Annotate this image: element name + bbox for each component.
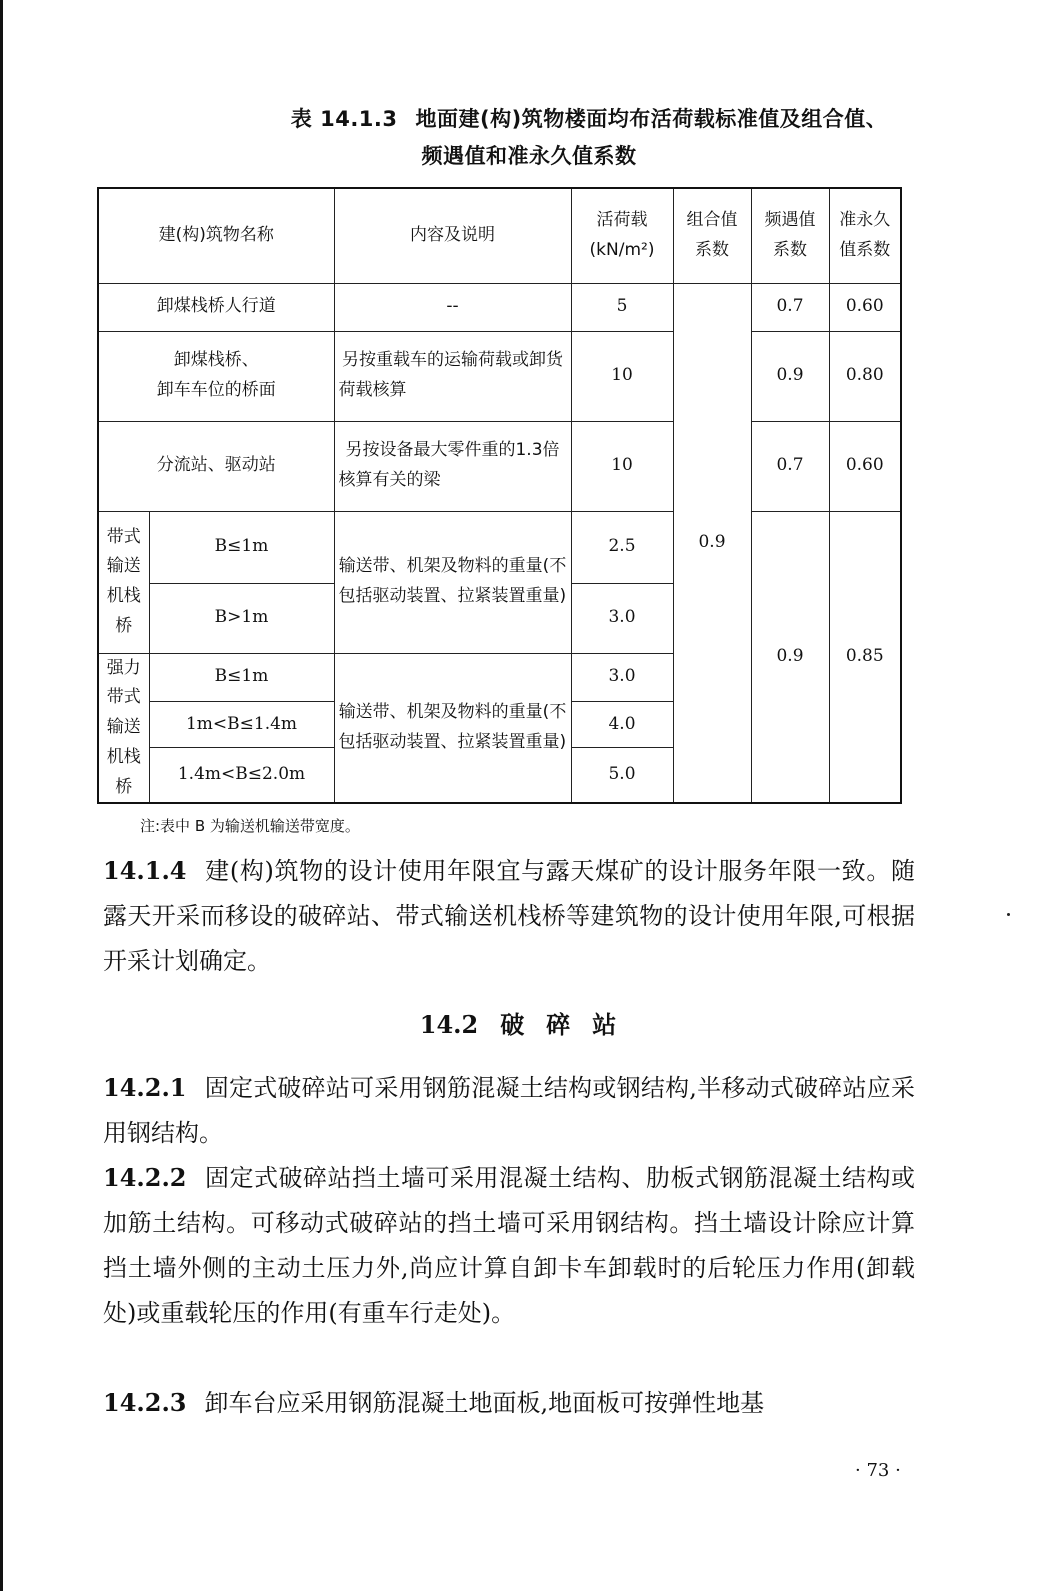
conveyor-frequent-merged: 0.9 [751,511,829,803]
table-row: 强力带式输送机栈桥 B≤1m 输送带、机架及物料的重量(不包括驱动装置、拉紧装置重量) 3.0 [98,653,901,702]
table-title: 地面建(构)筑物楼面均布活荷载标准值及组合值、 [415,107,888,131]
header-quasi: 准永久 值系数 [829,188,901,283]
table-row: 卸煤栈桥人行道 -- 5 0.9 0.7 0.60 [98,283,901,331]
table-row: 带式输送机栈桥 B≤1m 输送带、机架及物料的重量(不包括驱动装置、拉紧装置重量) 2.5 0.9 0.85 [98,511,901,583]
section-heading: 14.2 破碎站 [419,1010,639,1039]
scan-edge [0,0,3,1591]
table-row: 分流站、驱动站 另按设备最大零件重的1.3倍核算有关的梁 10 0.7 0.60 [98,421,901,511]
table-row: B>1m 3.0 [98,583,901,653]
clause-14-2-1: 14.2.1 固定式破碎站可采用钢筋混凝土结构或钢结构,半移动式破碎站应采用钢结构。 [103,1073,915,1147]
clause-14-2-3: 14.2.3 卸车台应采用钢筋混凝土地面板,地面板可按弹性地基 [103,1388,765,1417]
table-number: 表 14.1.3 [290,107,398,131]
header-frequent: 频遇值 系数 [751,188,829,283]
conveyor-quasi-merged: 0.85 [829,511,901,803]
header-combo: 组合值 系数 [673,188,751,283]
combo-value-merged: 0.9 [673,283,751,803]
table-row: 1.4m<B≤2.0m 5.0 [98,747,901,803]
page-number: · 73 · [855,1460,901,1481]
table-header-row [98,188,901,283]
table-row: 卸煤栈桥、 卸车车位的桥面 另按重载车的运输荷载或卸货荷载核算 10 0.9 0.80 [98,331,901,421]
table-row: 1m<B≤1.4m 4.0 [98,702,901,748]
belt-group-name: 带式输送机栈桥 [98,511,149,653]
clause-14-1-4: 14.1.4 建(构)筑物的设计使用年限宜与露天煤矿的设计服务年限一致。随露天开采而移设的破碎站、带式输送机栈桥等建筑物的设计使用年限,可根据开采计划确定。 [103,856,915,975]
scan-speck [1007,913,1010,916]
table-caption-line1 [60,103,1058,133]
table-caption-line2: 频遇值和准永久值系数 [421,144,637,168]
strong-belt-group-name: 强力带式输送机栈桥 [98,653,149,803]
header-name: 建(构)筑物名称 [98,188,334,283]
clause-14-2-2: 14.2.2 固定式破碎站挡土墙可采用混凝土结构、肋板式钢筋混凝土结构或加筋土结构。可移动式破碎站的挡土墙可采用钢结构。挡土墙设计除应计算挡土墙外侧的主动土压力外,尚应计算自卸卡车卸载时的后轮压力作用(卸载处)或重载轮压的作用(有重车行走处)。 [103,1163,915,1327]
live-load-table [97,187,902,804]
header-content: 内容及说明 [334,188,571,283]
header-live-load: 活荷载 (kN/m²) [571,188,673,283]
table-note: 注:表中 B 为输送机输送带宽度。 [140,817,360,835]
